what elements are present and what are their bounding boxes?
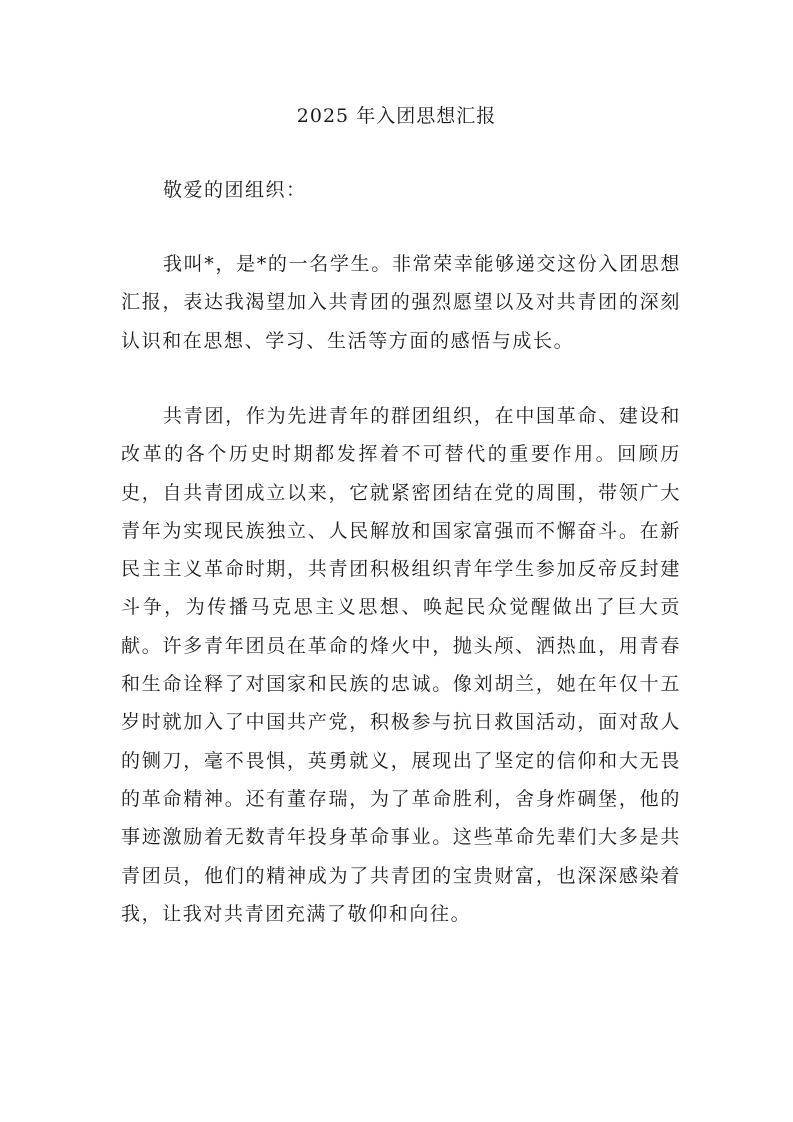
paragraph-introduction: 我叫*，是*的一名学生。非常荣幸能够递交这份入团思想汇报，表达我渴望加入共青团的强烈愿望以及对共青团的深刻认识和在思想、学习、生活等方面的感悟与成长。 xyxy=(121,253,681,352)
document-title: 2025 年入团思想汇报 xyxy=(296,105,497,127)
greeting-line: 敬爱的团组织： xyxy=(163,179,307,201)
paragraph-history: 共青团，作为先进青年的群团组织，在中国革命、建设和改革的各个历史时期都发挥着不可替代的重要作用。回顾历史，自共青团成立以来，它就紧密团结在党的周围，带领广大青年为实现民族独立、人民解放和国家富强而不懈奋斗。在新民主主义革命时期，共青团积极组织青年学生参加反帝反封建斗争，为传播马克思主义思想、唤起民众觉醒做出了巨大贡献。许多青年团员在革命的烽火中，抛头颅、洒热血，用青春和生命诠释了对国家和民族的忠诚。像刘胡兰，她在年仅十五岁时就加入了中国共产党，积极参与抗日救国活动，面对敌人的铡刀，毫不畏惧，英勇就义，展现出了坚定的信仰和大无畏的革命精神。还有董存瑞，为了革命胜利，舍身炸碉堡，他的事迹激励着无数青年投身革命事业。这些革命先辈们大多是共青团员，他们的精神成为了共青团的宝贵财富，也深深感染着我，让我对共青团充满了敬仰和向往。 xyxy=(121,405,681,925)
